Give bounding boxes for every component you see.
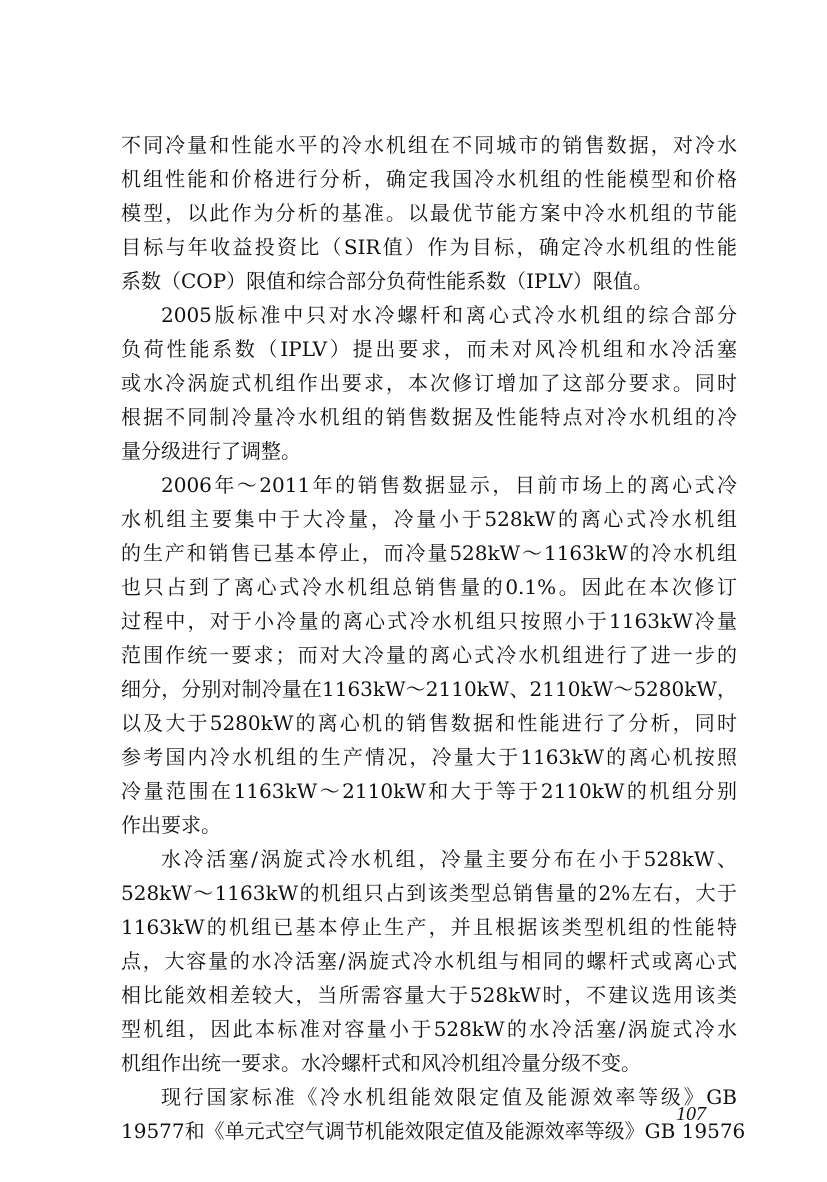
- paragraph-2: [121, 298, 737, 468]
- text-line: 也只占到了离心式冷水机组总销售量的0.1%。因此在本次修订: [121, 575, 737, 599]
- text-line: 过程中，对于小冷量的离心式冷水机组只按照小于1163kW冷量: [121, 609, 737, 633]
- text-line: 的生产和销售已基本停止，而冷量528kW～1163kW的冷水机组: [121, 541, 737, 565]
- text-line: 2005版标准中只对水冷螺杆和离心式冷水机组的综合部分: [161, 303, 737, 327]
- text-line: 参考国内冷水机组的生产情况，冷量大于1163kW的离心机按照: [121, 745, 737, 769]
- paragraph-1: [121, 128, 737, 298]
- text-line: 目标与年收益投资比（SIR值）作为目标，确定冷水机组的性能: [121, 235, 737, 259]
- text-line: 型机组，因此本标准对容量小于528kW的水冷活塞/涡旋式冷水: [121, 1017, 737, 1041]
- text-line: 以及大于5280kW的离心机的销售数据和性能进行了分析，同时: [121, 711, 737, 735]
- text-line: 相比能效相差较大，当所需容量大于528kW时，不建议选用该类: [121, 983, 737, 1007]
- text-line: 模型，以此作为分析的基准。以最优节能方案中冷水机组的节能: [121, 201, 737, 225]
- text-line: 系数（COP）限值和综合部分负荷性能系数（IPLV）限值。: [121, 269, 653, 293]
- paragraph-3: [121, 468, 737, 842]
- text-line: 量分级进行了调整。: [121, 439, 301, 463]
- page-body: [121, 128, 746, 1148]
- text-line: 19577和《单元式空气调节机能效限定值及能源效率等级》GB 19576: [121, 1119, 746, 1143]
- text-line: 范围作统一要求；而对大冷量的离心式冷水机组进行了进一步的: [121, 643, 737, 667]
- text-line: 不同冷量和性能水平的冷水机组在不同城市的销售数据，对冷水: [121, 133, 737, 157]
- text-line: 细分，分别对制冷量在1163kW～2110kW、2110kW～5280kW，: [121, 677, 737, 701]
- text-line: 机组性能和价格进行分析，确定我国冷水机组的性能模型和价格: [121, 167, 737, 191]
- text-line: 或水冷涡旋式机组作出要求，本次修订增加了这部分要求。同时: [121, 371, 737, 395]
- paragraph-4: [121, 842, 737, 1080]
- text-line: 机组作出统一要求。水冷螺杆式和风冷机组冷量分级不变。: [121, 1051, 641, 1075]
- page-number: 107: [676, 1103, 706, 1125]
- text-line: 1163kW的机组已基本停止生产，并且根据该类型机组的性能特: [121, 915, 737, 939]
- text-line: 负荷性能系数（IPLV）提出要求，而未对风冷机组和水冷活塞: [121, 337, 737, 361]
- paragraph-5: [121, 1080, 746, 1148]
- text-line: 冷量范围在1163kW～2110kW和大于等于2110kW的机组分别: [121, 779, 737, 803]
- text-line: 水冷活塞/涡旋式冷水机组，冷量主要分布在小于528kW、: [161, 847, 737, 871]
- text-line: 根据不同制冷量冷水机组的销售数据及性能特点对冷水机组的冷: [121, 405, 737, 429]
- text-line: 2006年～2011年的销售数据显示，目前市场上的离心式冷: [161, 473, 737, 497]
- text-line: 水机组主要集中于大冷量，冷量小于528kW的离心式冷水机组: [121, 507, 737, 531]
- text-line: 作出要求。: [121, 813, 221, 837]
- text-line: 528kW～1163kW的机组只占到该类型总销售量的2%左右，大于: [121, 881, 737, 905]
- text-line: 点，大容量的水冷活塞/涡旋式冷水机组与相同的螺杆式或离心式: [121, 949, 737, 973]
- text-line: 现行国家标准《冷水机组能效限定值及能源效率等级》GB: [161, 1085, 737, 1109]
